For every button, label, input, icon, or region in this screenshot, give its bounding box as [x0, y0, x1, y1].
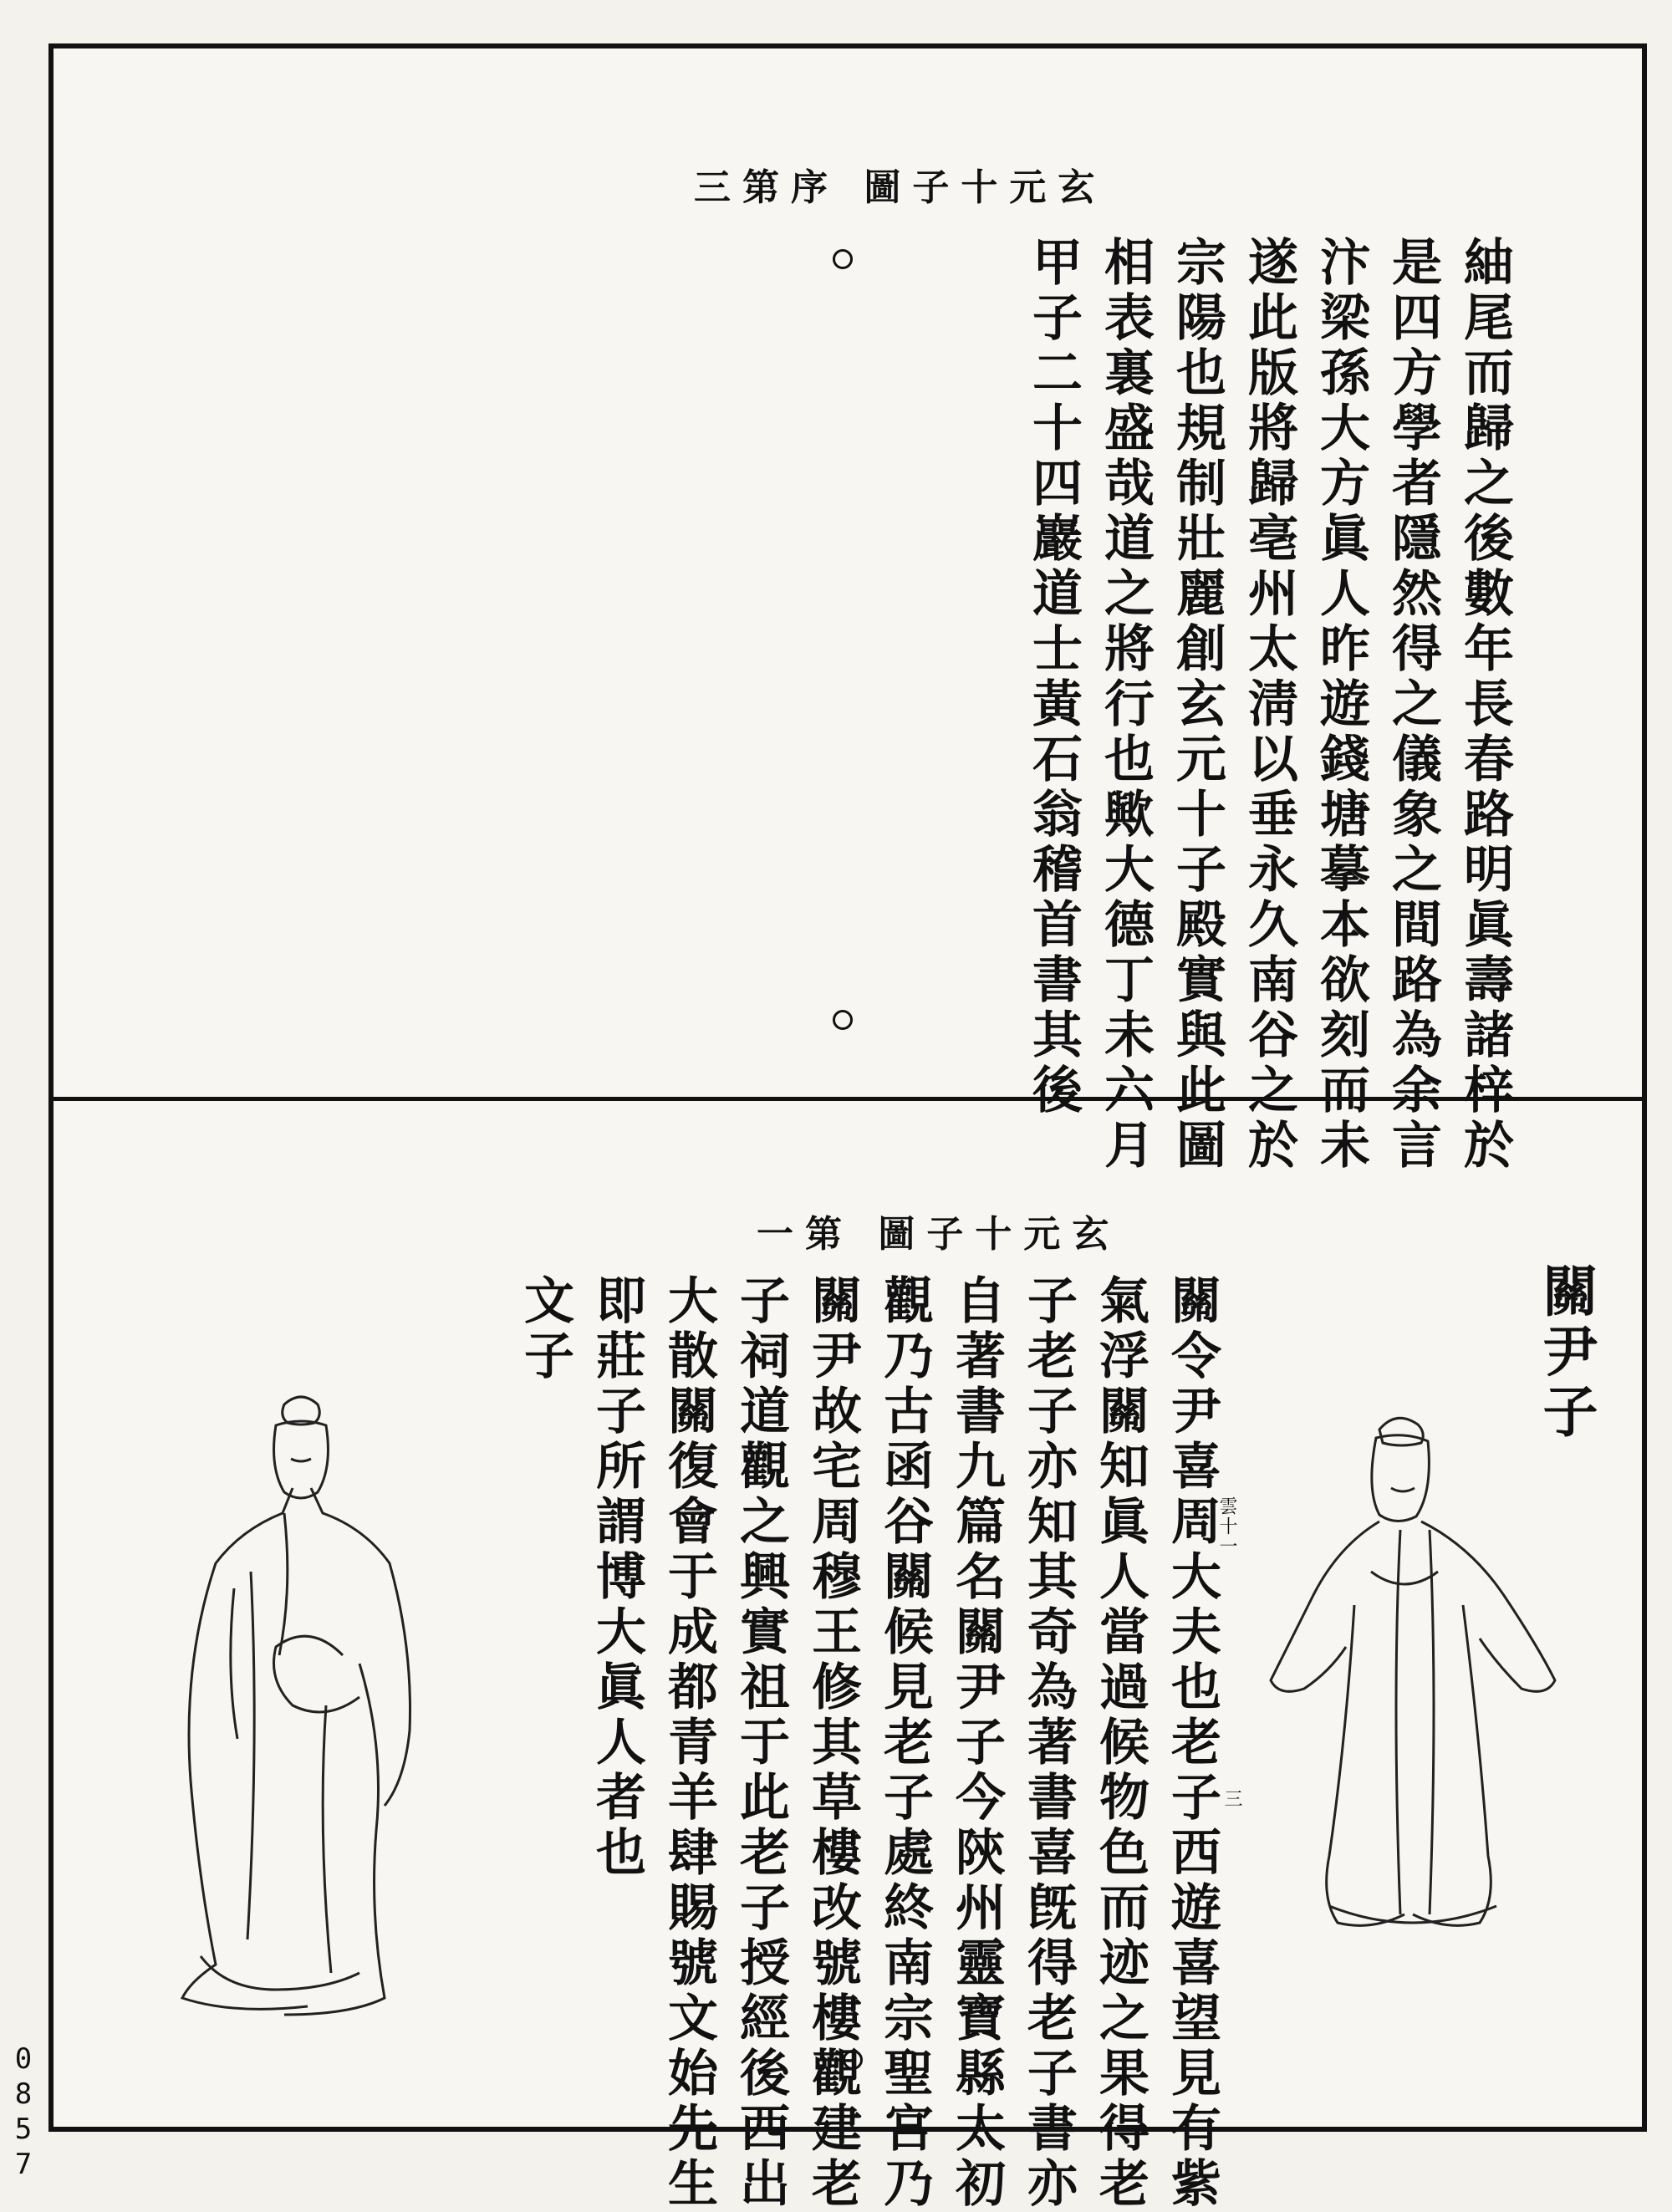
margin-note-chapter: 雲十一	[1216, 1496, 1237, 1557]
top-column-2: 是四方學者隱然得之儀象之間路為余言	[1384, 236, 1442, 1174]
page-number-digit: 0	[14, 2042, 33, 2076]
top-column-1: 紬尾而歸之後數年長春路明眞壽諸梓於	[1455, 236, 1514, 1174]
figure-title: 關尹子	[1533, 1262, 1598, 1443]
top-column-4: 遂此版將歸亳州太淸以垂永久南谷之於	[1240, 236, 1298, 1174]
right-figure-illustration	[1254, 1404, 1580, 1956]
bottom-column-10: 文子	[516, 1274, 574, 1384]
page-number-digit: 7	[14, 2148, 33, 2181]
bottom-column-1: 關令尹喜周大夫也老子西遊喜望見有紫	[1163, 1274, 1221, 2212]
bottom-column-6: 關尹故宅周穆王修其草樓改號樓觀建老	[803, 1274, 862, 2212]
binding-mark-bottom	[843, 2050, 863, 2070]
bottom-column-7: 子祠道觀之興實祖于此老子授經後西出	[732, 1274, 790, 2212]
bottom-column-8: 大散關復會于成都青羊肆賜號文始先生	[660, 1274, 718, 2212]
top-column-3: 汴梁孫大方眞人昨遊錢塘摹本欲刻而未	[1312, 236, 1370, 1174]
bottom-column-3: 子老子亦知其奇為著書喜旣得老子書亦	[1019, 1274, 1078, 2212]
page-number	[8, 2041, 38, 2182]
binding-mark-middle	[833, 1010, 853, 1030]
bottom-column-4: 自著書九篇名關尹子今陝州靈寶縣太初	[947, 1274, 1006, 2212]
margin-note-page: 三	[1221, 1789, 1242, 1809]
top-column-6: 相表裏盛哉道之將行也歟大德丁未六月	[1096, 236, 1155, 1174]
top-panel-header: 玄元十子圖 序第三	[694, 166, 1107, 209]
top-column-5: 宗陽也規制壯麗創玄元十子殿實與此圖	[1168, 236, 1226, 1174]
page-number-digit: 5	[14, 2113, 33, 2146]
page-number-digit: 8	[14, 2077, 33, 2111]
top-column-7: 甲子二十四巖道士黃石翁稽首書其後	[1024, 236, 1083, 1119]
left-figure-illustration	[150, 1388, 435, 2023]
bottom-column-9: 即莊子所謂博大眞人者也	[588, 1274, 646, 1881]
bottom-column-5: 觀乃古函谷關候見老子處終南宗聖宮乃	[875, 1274, 934, 2212]
binding-mark-top	[833, 249, 853, 269]
bottom-panel-header: 玄元十子圖 第一	[757, 1213, 1121, 1256]
bottom-column-2: 氣浮關知眞人當過候物色而迹之果得老	[1091, 1274, 1150, 2212]
